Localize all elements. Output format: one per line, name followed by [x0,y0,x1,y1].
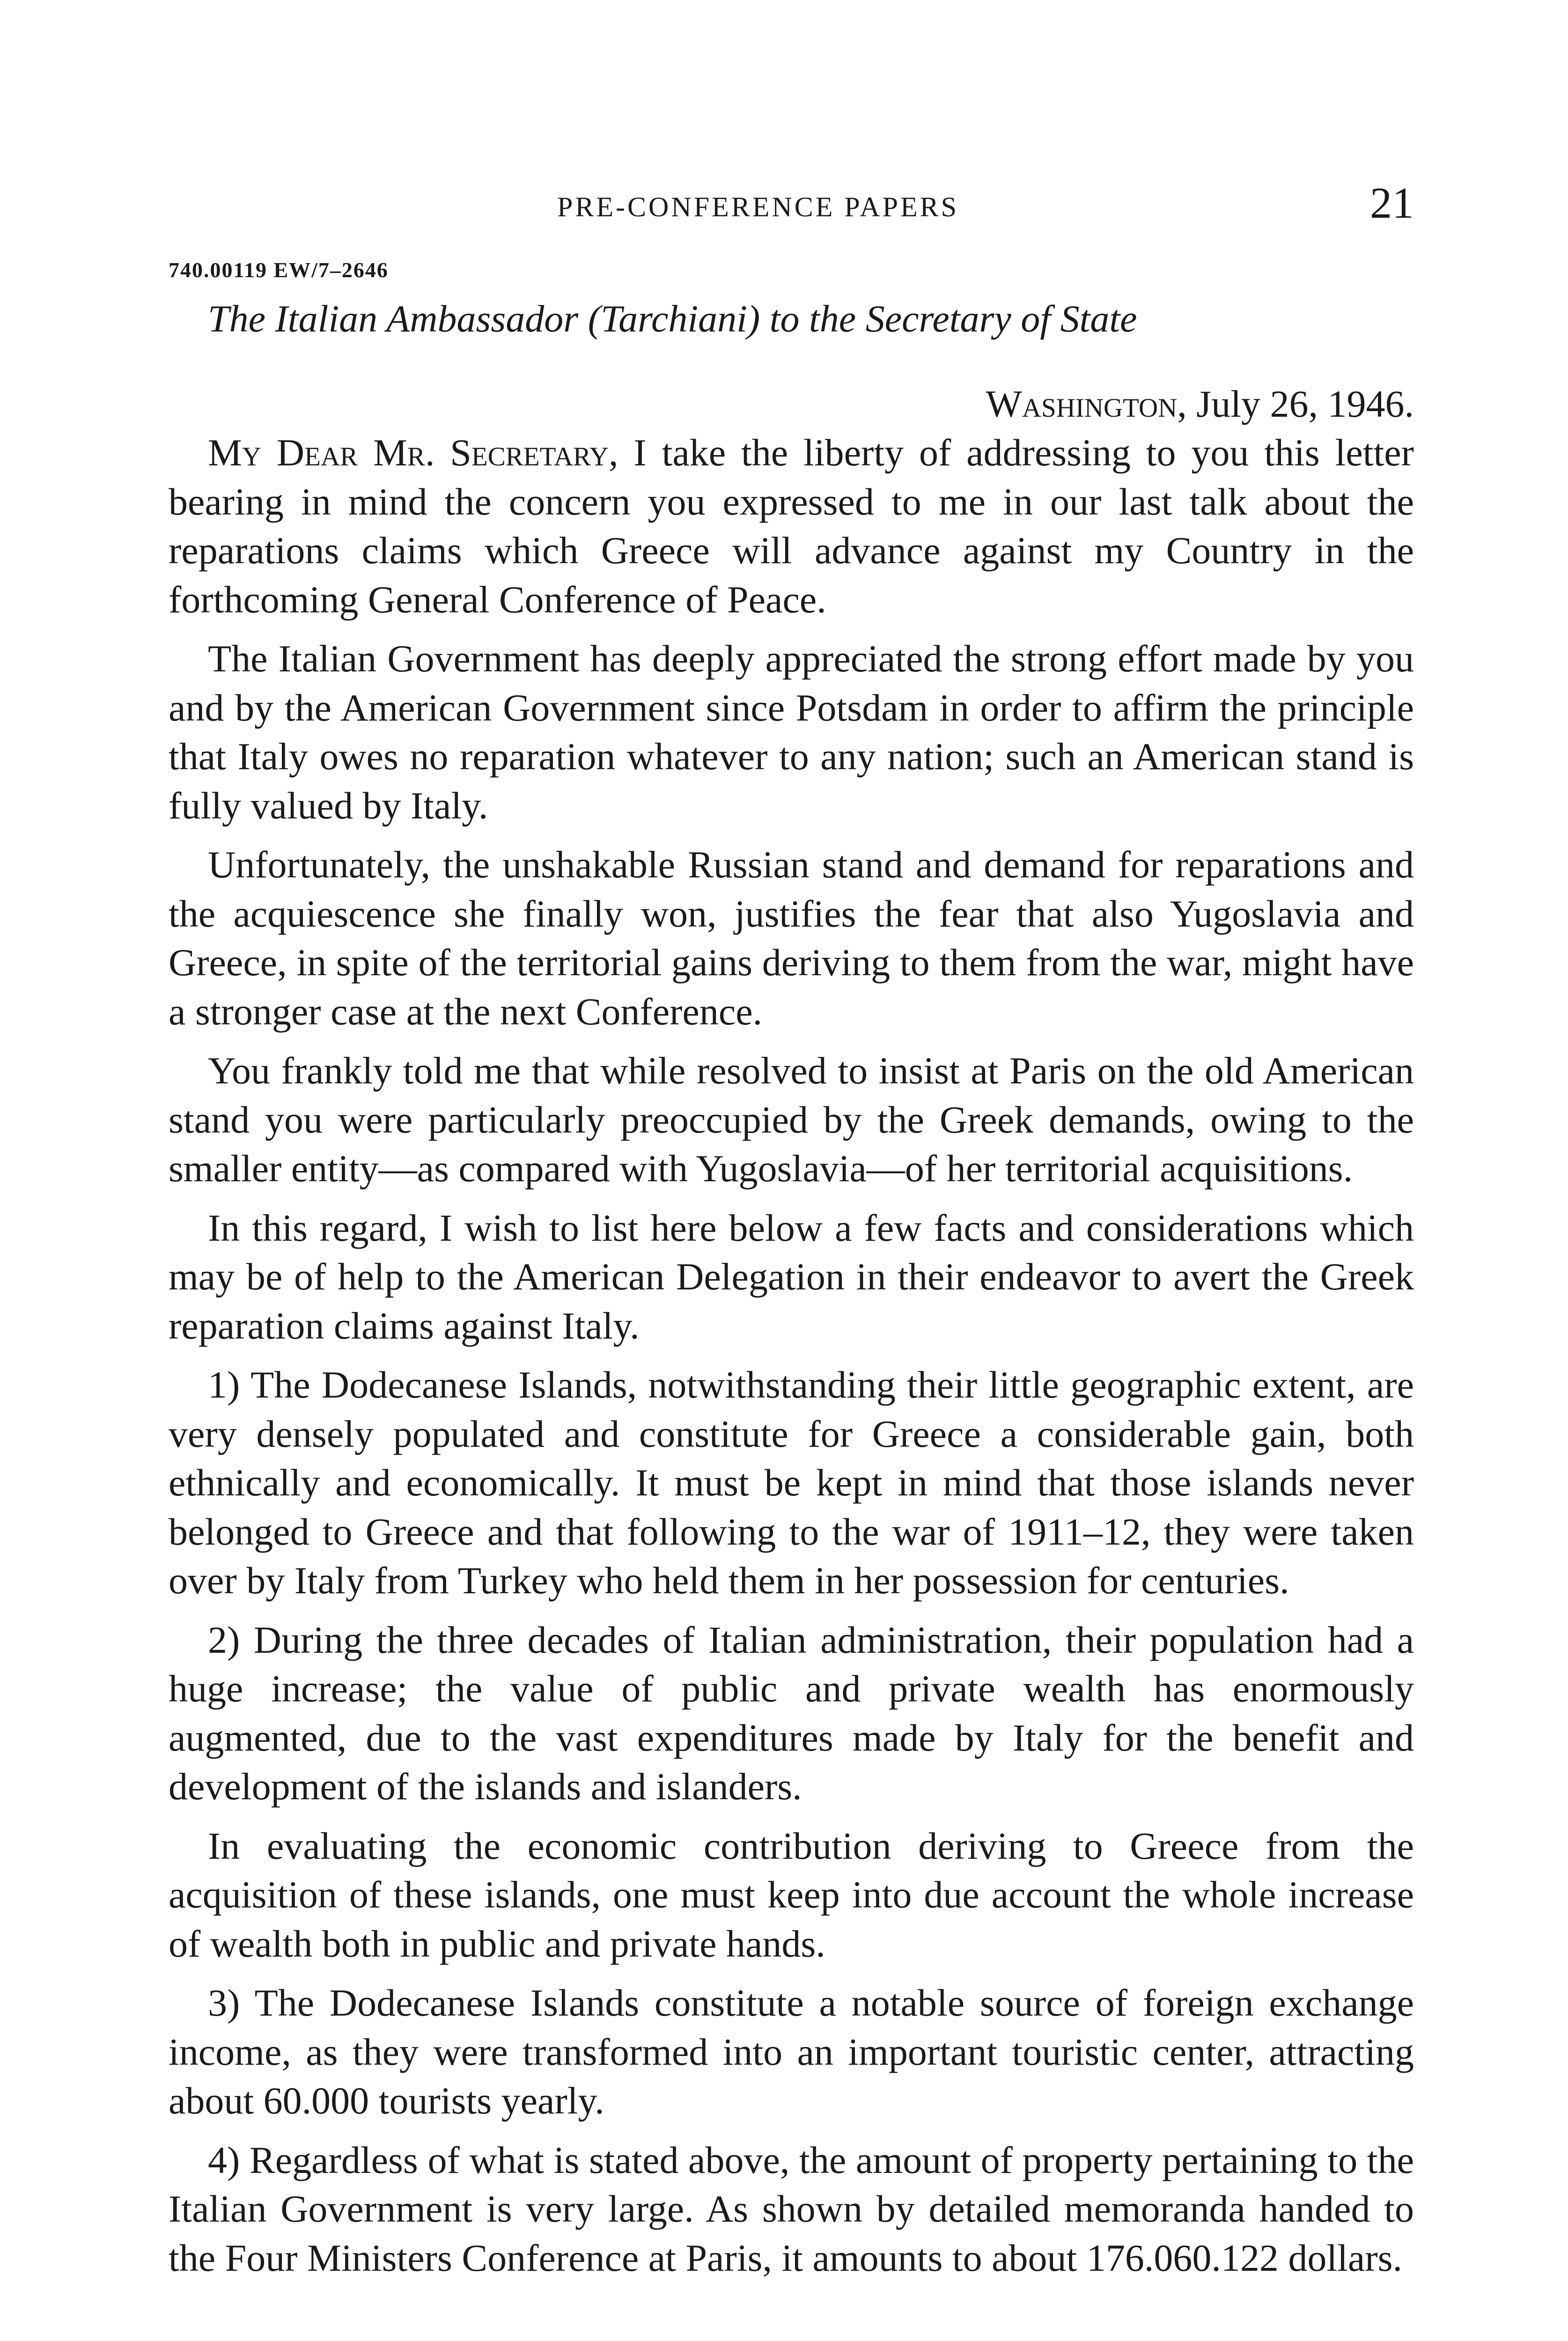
document-page [169,178,1414,2293]
paragraph-salutation [169,428,1414,624]
file-number: 740.00119 EW/7–2646 [169,258,389,282]
paragraph: Unfortunately, the unshakable Russian stand and demand for reparations and the acquiescence she finally won, justifies the fear that also Yugoslavia and Greece, in spite of the territorial gains deriving to them from the war, might have a stronger case at the next Conference. [169,843,1414,1033]
dateline-date: , July 26, 1946. [1177,383,1414,425]
paragraph: In this regard, I wish to list here below a few facts and considerations which may be of help to the American Delegation in their endeavor to avert the Greek reparation claims against Italy. [169,1206,1414,1347]
running-title: PRE-CONFERENCE PAPERS [557,191,959,222]
salutation: My Dear Mr. Secretary [208,431,609,474]
paragraph-item-1: 1) The Dodecanese Islands, notwithstanding their little geographic extent, are very densely populated and constitute for Greece a considerable gain, both ethnically and economically. It must be kept in mind that those islands never belonged to Greece and that following to the war of 1911–12, they were taken over by Italy from Turkey who held them in her possession for centuries. [169,1363,1414,1602]
paragraph: In evaluating the economic contribution deriving to Greece from the acquisition of these islands, one must keep into due account the whole increase of wealth both in public and private hands. [169,1824,1414,1965]
dateline [169,380,1414,428]
paragraph: You frankly told me that while resolved to insist at Paris on the old American stand you were particularly preoccupied by the Greek demands, owing to the smaller entity—as compared with Yugoslavia—of her territorial acquisitions. [169,1049,1414,1190]
dateline-place: Washington [986,383,1178,425]
running-head [169,178,1414,239]
paragraph-item-2: 2) During the three decades of Italian administration, their population had a huge increase; the value of public and private wealth has enormously augmented, due to the vast expenditures made by Italy for the benefit and development of the islands and islanders. [169,1618,1414,1808]
page-number: 21 [1370,179,1414,228]
paragraph-text: , I take the liberty of addressing to you this letter bearing in mind the concern you expressed to me in our last talk about the reparations claims which Greece will advance against my Country in the forthcoming General Conference of Peace. [169,431,1414,621]
paragraph: The Italian Government has deeply appreciated the strong effort made by you and by the American Government since Potsdam in order to affirm the principle that Italy owes no reparation whatever to any nation; such an American stand is fully valued by Italy. [169,637,1414,827]
document-title: The Italian Ambassador (Tarchiani) to the Secretary of State [208,297,1137,340]
paragraph-item-3: 3) The Dodecanese Islands constitute a notable source of foreign exchange income, as they were transformed into an important touristic center, attracting about 60.000 tourists yearly. [169,1981,1414,2122]
paragraph-item-4: 4) Regardless of what is stated above, the amount of property pertaining to the Italian Government is very large. As shown by detailed memoranda handed to the Four Ministers Conference at Paris, it amounts to about 176.060.122 dollars. [169,2138,1414,2279]
